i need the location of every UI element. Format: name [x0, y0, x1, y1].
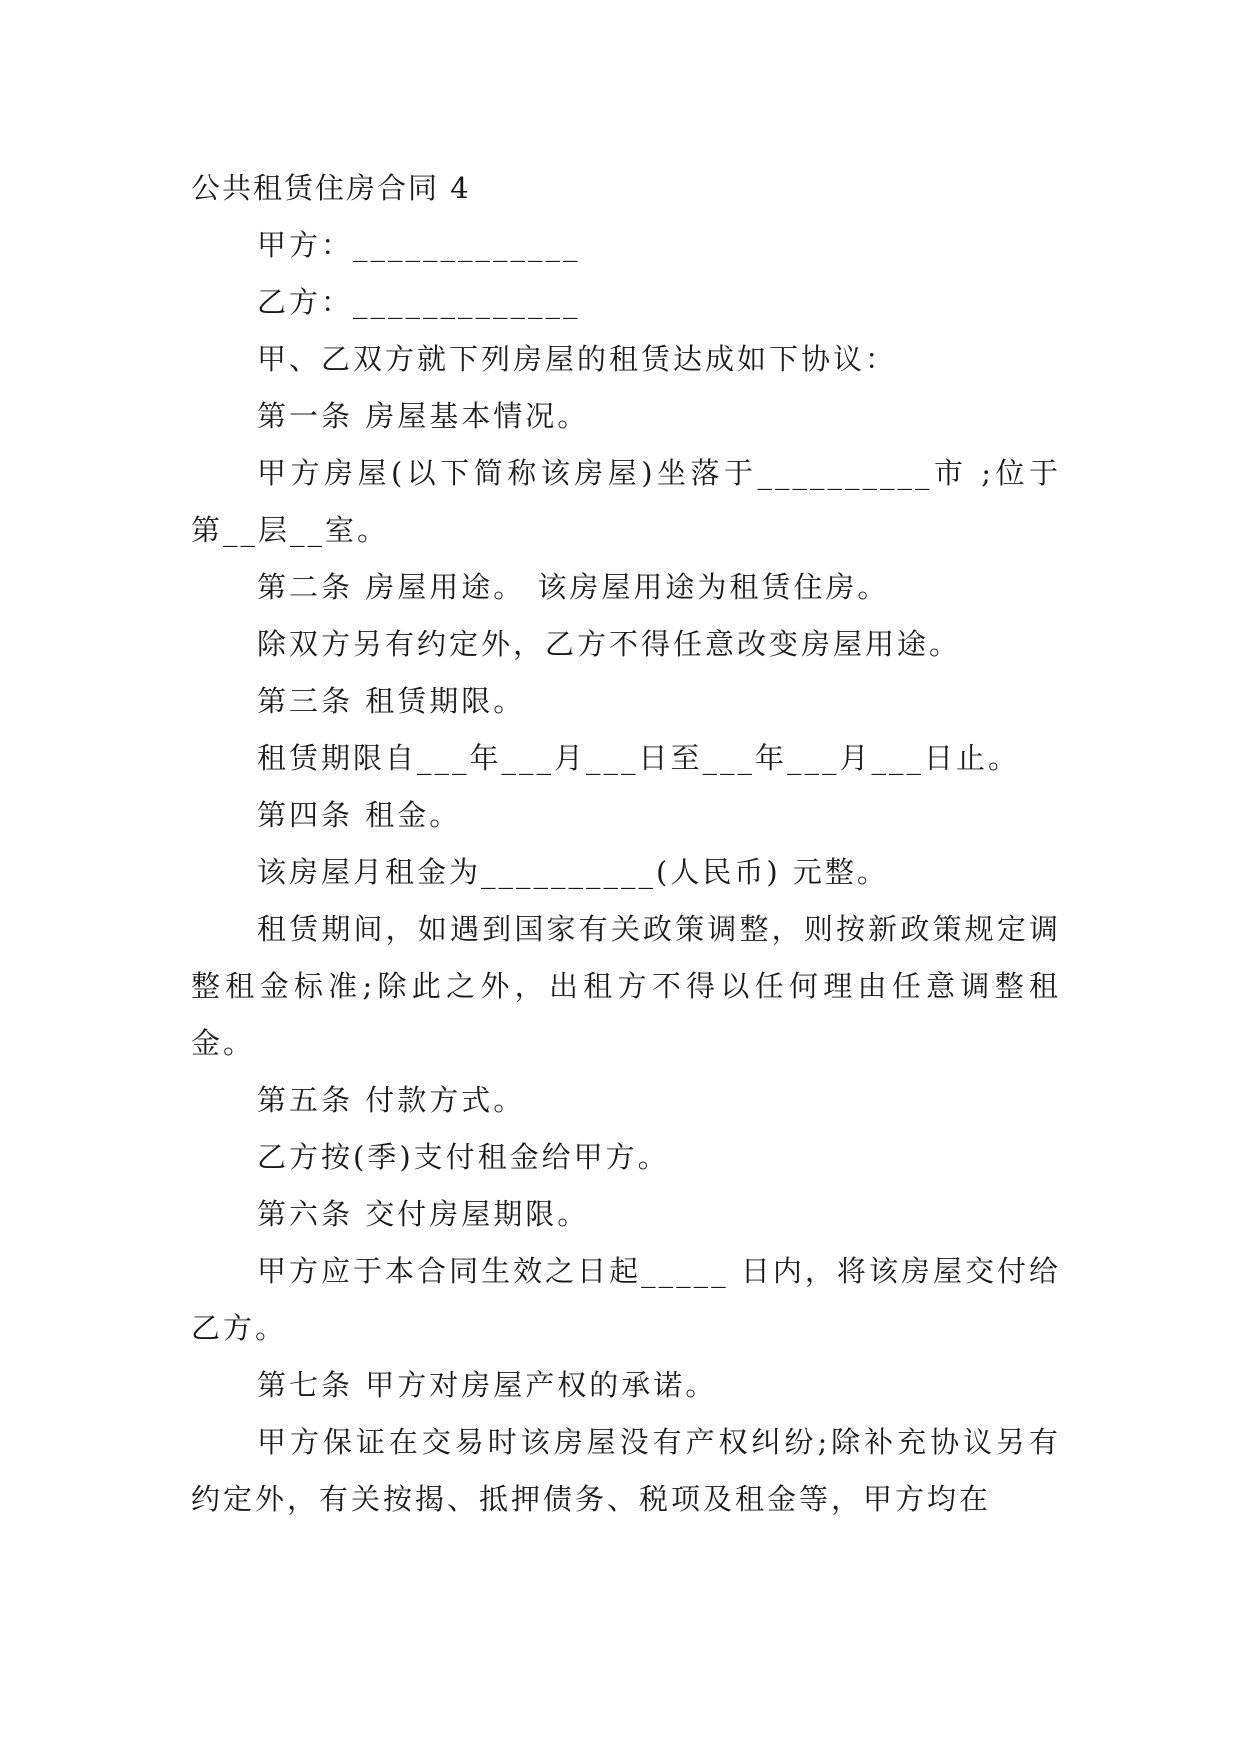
article-4-heading: 第四条 租金。 — [257, 798, 462, 832]
article-4-text-rent: 该房屋月租金为__________(人民币) 元整。 — [257, 855, 889, 889]
article-7-heading: 第七条 甲方对房屋产权的承诺。 — [257, 1368, 718, 1402]
document-title: 公共租赁住房合同 4 — [191, 171, 471, 205]
article-5-heading: 第五条 付款方式。 — [257, 1083, 526, 1117]
article-1-heading: 第一条 房屋基本情况。 — [257, 399, 590, 433]
article-2-text: 除双方另有约定外，乙方不得任意改变房屋用途。 — [257, 627, 962, 661]
article-6-heading: 第六条 交付房屋期限。 — [257, 1197, 590, 1231]
article-1-text: 甲方房屋(以下简称该房屋)坐落于__________市 ;位于第__层__室。 — [191, 456, 1061, 547]
document-body — [191, 160, 1061, 1528]
agreement-intro: 甲、乙双方就下列房屋的租赁达成如下协议： — [257, 342, 898, 376]
article-6-text: 甲方应于本合同生效之日起_____ 日内，将该房屋交付给乙方。 — [191, 1254, 1061, 1345]
article-4-text-adjustment: 租赁期间，如遇到国家有关政策调整，则按新政策规定调整租金标准;除此之外，出租方不得以任何理由任意调整租金。 — [191, 912, 1061, 1060]
article-3-text: 租赁期限自___年___月___日至___年___月___日止。 — [257, 741, 1021, 775]
article-2-heading: 第二条 房屋用途。 该房屋用途为租赁住房。 — [257, 570, 890, 604]
article-7-text: 甲方保证在交易时该房屋没有产权纠纷;除补充协议另有约定外，有关按揭、抵押债务、税项及租金等，甲方均在 — [191, 1425, 1061, 1516]
article-5-text: 乙方按(季)支付租金给甲方。 — [257, 1140, 670, 1174]
party-b-line: 乙方：_____________ — [257, 285, 581, 319]
article-3-heading: 第三条 租赁期限。 — [257, 684, 526, 718]
party-a-line: 甲方：_____________ — [257, 228, 581, 262]
